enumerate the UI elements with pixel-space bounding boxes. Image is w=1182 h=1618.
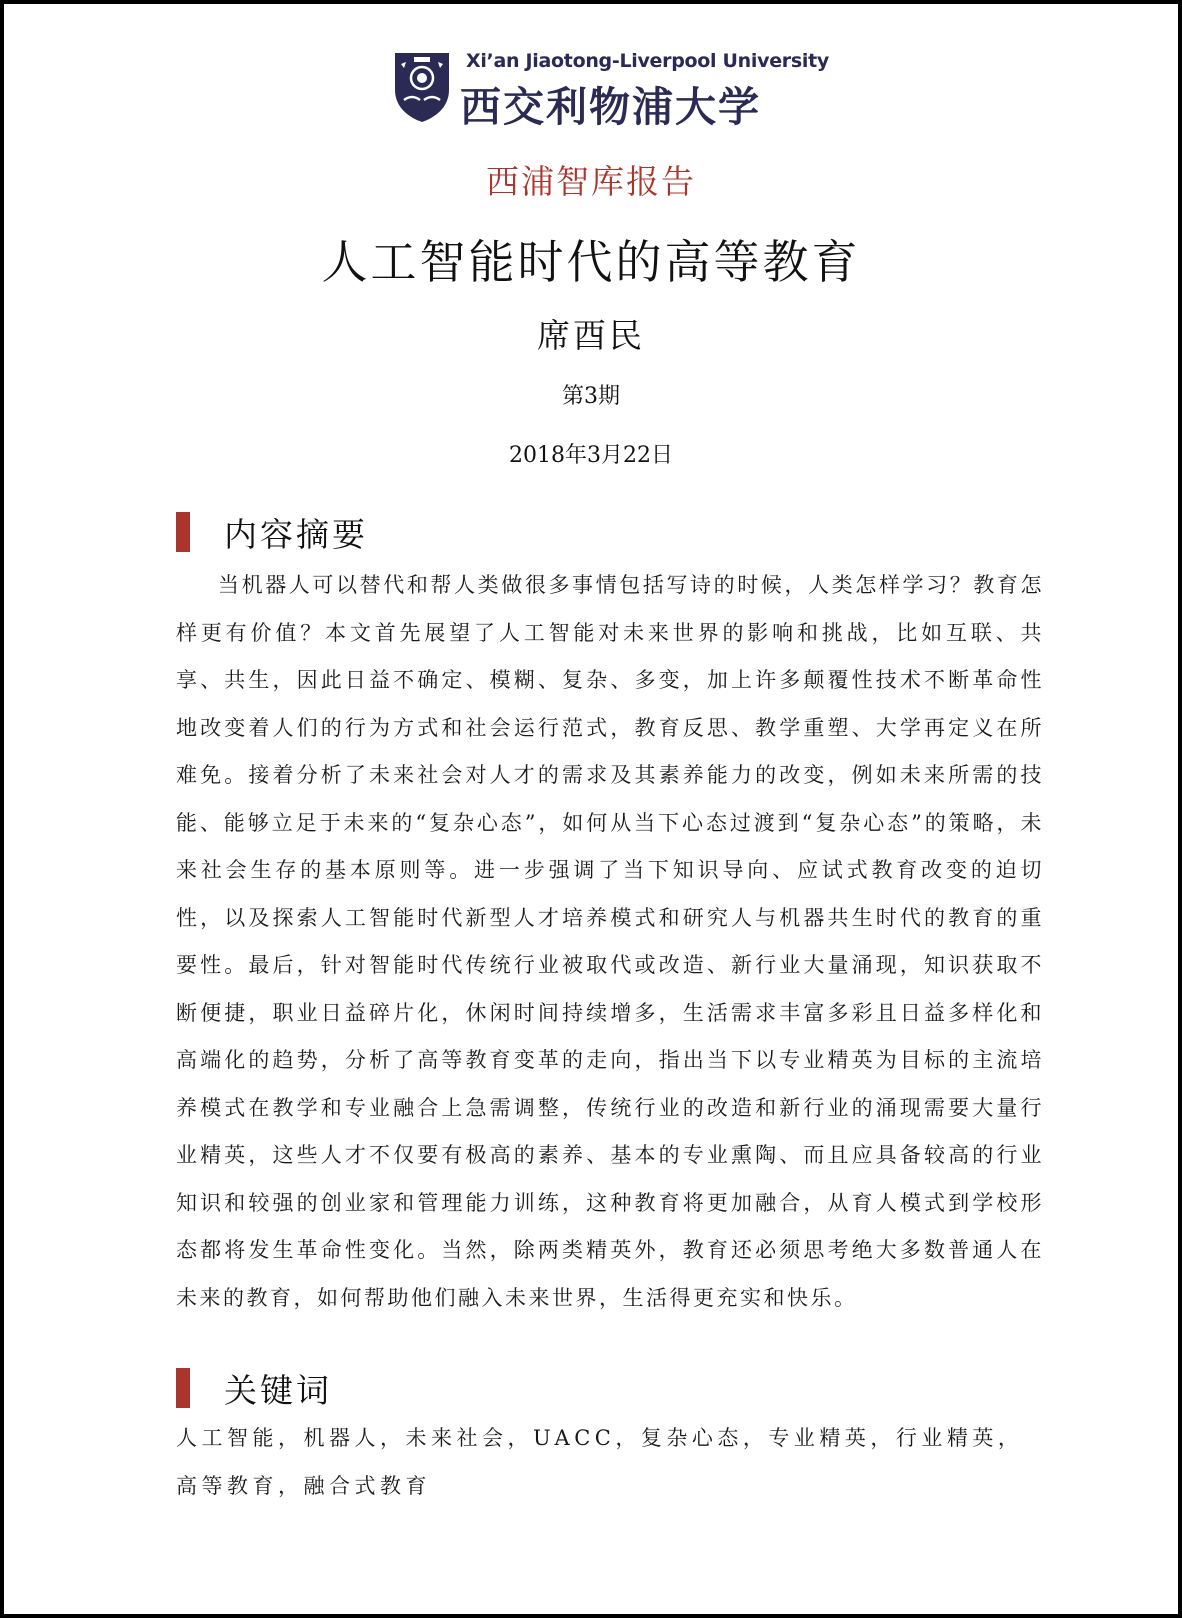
university-name-cn: 西交利物浦大学 bbox=[460, 83, 761, 131]
report-issue: 第3期 bbox=[562, 384, 620, 409]
abstract-section-header bbox=[176, 512, 368, 552]
report-date: 2018年3月22日 bbox=[509, 443, 673, 468]
abstract-body: 当机器人可以替代和帮人类做很多事情包括写诗的时候，人类怎样学习？教育怎样更有价值？本文首先展望了人工智能对未来世界的影响和挑战，比如互联、共享、共生，因此日益不确定、模糊、复杂、多变，加上许多颠覆性技术不断革命性地改变着人们的行为方式和社会运行范式，教育反思、教学重塑、大学再定义在所难免。接着分析了未来社会对人才的需求及其素养能力的改变，例如未来所需的技能、能够立足于未来的“复杂心态”，如何从当下心态过渡到“复杂心态”的策略，未来社会生存的基本原则等。进一步强调了当下知识导向、应试式教育改变的迫切性，以及探索人工智能时代新型人才培养模式和研究人与机器共生时代的教育的重要性。最后，针对智能时代传统行业被取代或改造、新行业大量涌现，知识获取不断便捷，职业日益碎片化，休闲时间持续增多，生活需求丰富多彩且日益多样化和高端化的趋势，分析了高等教育变革的走向，指出当下以专业精英为目标的主流培养模式在教学和专业融合上急需调整，传统行业的改造和新行业的涌现需要大量行业精英，这些人才不仅要有极高的素养、基本的专业熏陶、而且应具备较高的行业知识和较强的创业家和管理能力训练，这种教育将更加融合，从育人模式到学校形态都将发生革命性变化。当然，除两类精英外，教育还必须思考绝大多数普通人在未来的教育，如何帮助他们融入未来世界，生活得更充实和快乐。 bbox=[176, 573, 1044, 1310]
keywords-body: 人工智能，机器人，未来社会，UACC，复杂心态，专业精英，行业精英，高等教育，融合式教育 bbox=[176, 1426, 1024, 1498]
university-name-en: Xi’an Jiaotong-Liverpool University bbox=[466, 50, 829, 72]
report-author: 席酉民 bbox=[537, 316, 645, 355]
keywords-heading: 关键词 bbox=[224, 1370, 332, 1410]
keywords-section-header bbox=[176, 1368, 332, 1408]
report-cover-page bbox=[4, 4, 1178, 1614]
university-crest-icon bbox=[392, 50, 452, 124]
section-marker-bar bbox=[176, 512, 190, 552]
university-logo bbox=[392, 48, 829, 131]
report-series-label: 西浦智库报告 bbox=[486, 162, 696, 201]
abstract-heading: 内容摘要 bbox=[224, 514, 368, 554]
section-marker-bar bbox=[176, 1368, 190, 1408]
report-title: 人工智能时代的高等教育 bbox=[321, 235, 861, 289]
